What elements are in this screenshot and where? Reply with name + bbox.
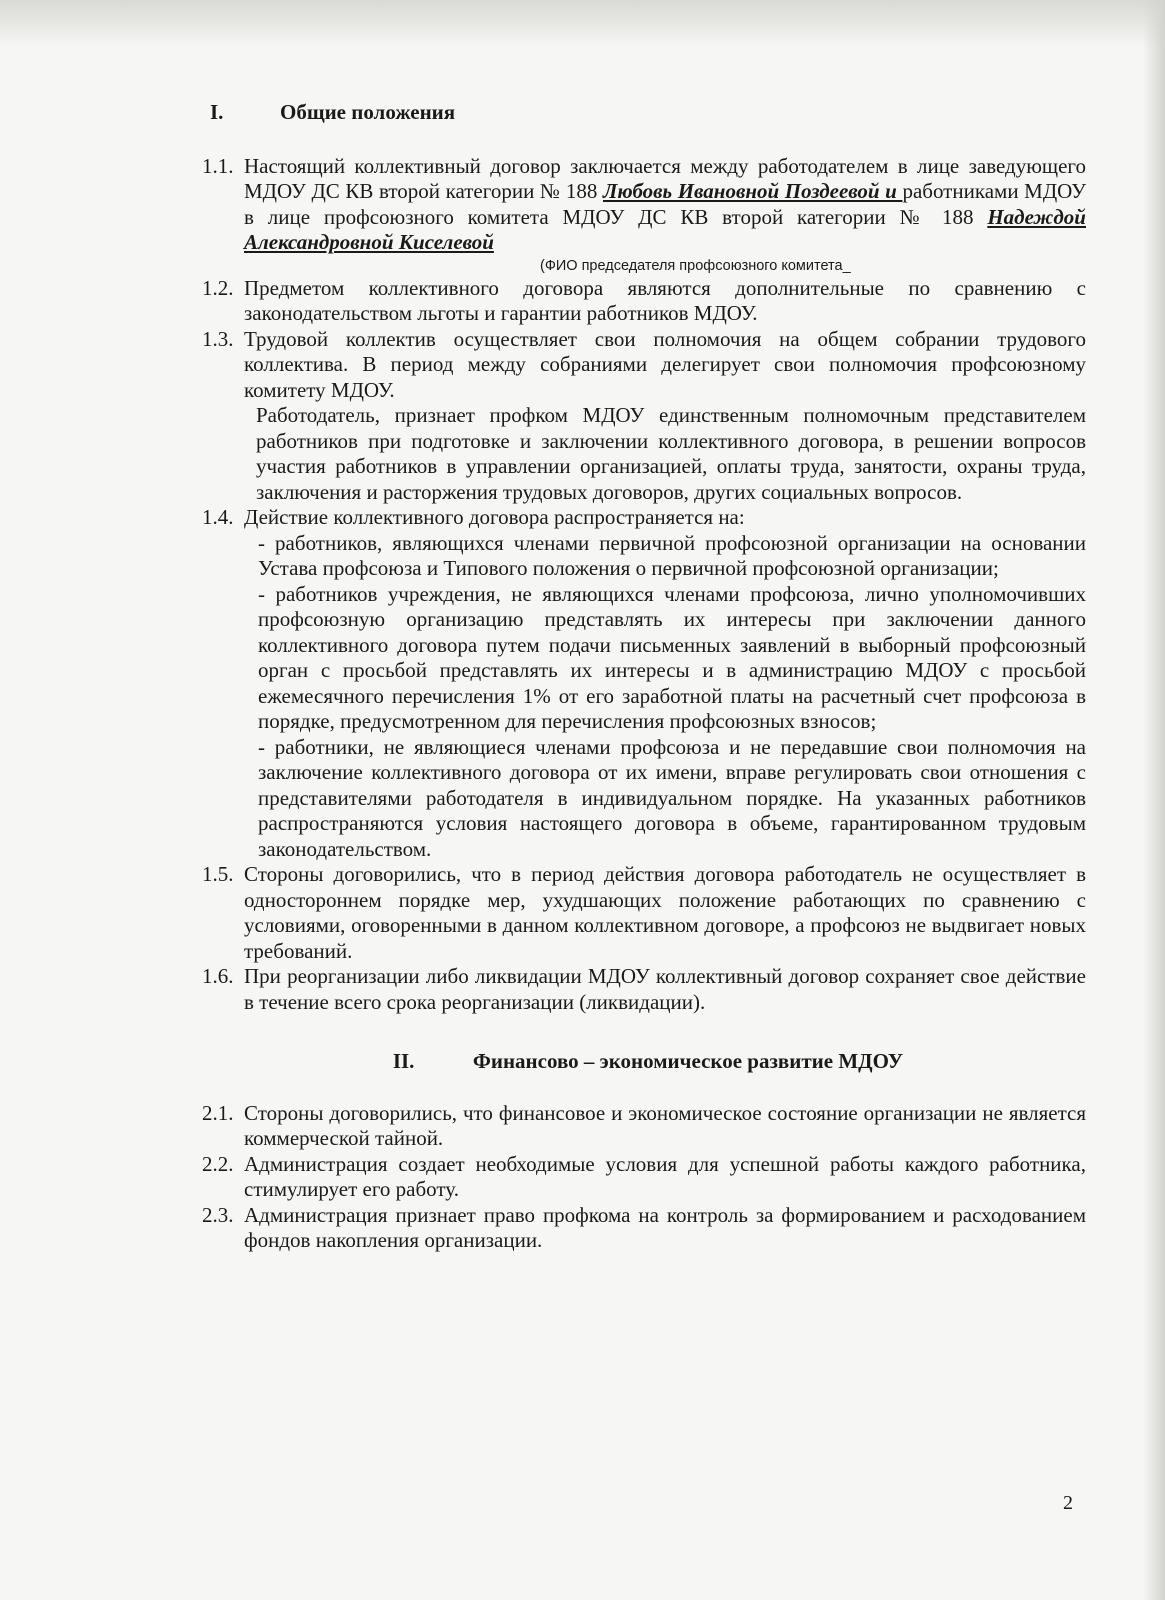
document-body: [202, 100, 1087, 1254]
clause-text: Стороны договорились, что в период действия договора работодатель не осуществляет в одностороннем порядке мер, ухудшающих положение работающих по сравнению с условиями, оговоренными в данном коллективном договоре, а профсоюз не выдвигает новых требований.: [244, 862, 1086, 963]
clause-number: 2.1.: [202, 1100, 234, 1125]
section-title: Финансово – экономическое развитие МДОУ: [472, 1049, 904, 1073]
clause-text-part: работниками МДОУ в лице профсоюзного комитета МДОУ ДС КВ второй категории № 188: [244, 179, 1087, 229]
clause: [202, 505, 1086, 531]
clause-text: Трудовой коллектив осуществляет свои полномочия на общем собрании трудового коллектива. В период между собраниями делегирует свои полномочия профсоюзному комитету МДОУ.: [244, 326, 1086, 402]
clause: [202, 964, 1086, 1015]
clause: [202, 1152, 1086, 1203]
section-title: Общие положения: [280, 100, 456, 124]
chairman-name: Надеждой Александровной Киселевой: [244, 204, 1086, 254]
clause-number: 2.2.: [202, 1151, 234, 1176]
clause: [202, 276, 1086, 327]
clause-text: Администрация признает право профкома на контроль за формированием и расходованием фондов накопления организации.: [244, 1202, 1086, 1252]
clause-paragraph: - работники, не являющиеся членами профсоюза и не передавшие свои полномочия на заключение коллективного договора от их имени, вправе регулировать свои отношения с представителями работодателя в индивидуальном порядке. На указанных работников распространяются условия настоящего договора в объеме, гарантированном трудовым законодательством.: [258, 734, 1086, 861]
section-number: I.: [210, 100, 224, 124]
footnote-label: (ФИО председателя профсоюзного комитета_: [540, 257, 851, 274]
section-heading: [210, 1049, 1086, 1075]
clause-number: 1.4.: [202, 505, 234, 529]
clause-text: Действие коллективного договора распространяется на:: [244, 505, 745, 529]
clause-text-part: Настоящий коллективный договор заключается между работодателем в лице заведующего МДОУ ДС КВ второй категории № 188: [244, 153, 1086, 203]
clause-number: 1.5.: [202, 862, 234, 886]
clause-text: Стороны договорились, что финансовое и экономическое состояние организации не является коммерческой тайной.: [244, 1100, 1086, 1150]
clause-paragraph: - работников учреждения, не являющихся членами профсоюза, лично уполномочивших профсоюзную организацию представлять их интересы при заключении данного коллективного договора путем подачи письменных заявлений в выборный профсоюзный орган с просьбой представлять их интересы и в администрацию МДОУ с просьбой ежемесячного перечисления 1% от его заработной платы на расчетный счет профсоюза в порядке, предусмотренном для перечисления профсоюзных взносов;: [258, 581, 1086, 733]
clause-text: [244, 154, 1086, 256]
page-number: 2: [1063, 1492, 1073, 1514]
clause-paragraph: - работников, являющихся членами первичной профсоюзной организации на основании Устава профсоюза и Типового положения о первичной профсоюзной организации;: [258, 530, 1086, 580]
section-heading: [210, 100, 1086, 126]
clause: [202, 1203, 1086, 1254]
section-number: II.: [392, 1049, 415, 1073]
scan-shadow: [0, 0, 1165, 48]
clause: [202, 154, 1086, 256]
clause: [202, 1101, 1086, 1152]
clause: [202, 327, 1086, 404]
clause-paragraph: Работодатель, признает профком МДОУ единственным полномочным представителем работников при подготовке и заключении коллективного договора, в решении вопросов участия работников в управлении организацией, оплаты труда, занятости, охраны труда, заключения и расторжения трудовых договоров, других социальных вопросов.: [256, 403, 1086, 504]
clause-text: Предметом коллективного договора являются дополнительные по сравнению с законодательством льготы и гарантии работников МДОУ.: [244, 275, 1086, 325]
clause-number: 1.2.: [202, 275, 234, 300]
clause-number: 2.3.: [202, 1202, 234, 1227]
clause: [202, 862, 1086, 964]
clause-number: 1.6.: [202, 964, 234, 988]
scan-edge: [1143, 0, 1165, 1600]
employer-name: Любовь Ивановной Поздеевой и: [602, 179, 903, 203]
clause-number: 1.3.: [202, 326, 234, 351]
clause-number: 1.1.: [202, 153, 234, 178]
clause-text: Администрация создает необходимые условия для успешной работы каждого работника, стимулирует его работу.: [244, 1151, 1086, 1201]
clause-text: При реорганизации либо ликвидации МДОУ коллективный договор сохраняет свое действие в течение всего срока реорганизации (ликвидации).: [244, 964, 1086, 1014]
